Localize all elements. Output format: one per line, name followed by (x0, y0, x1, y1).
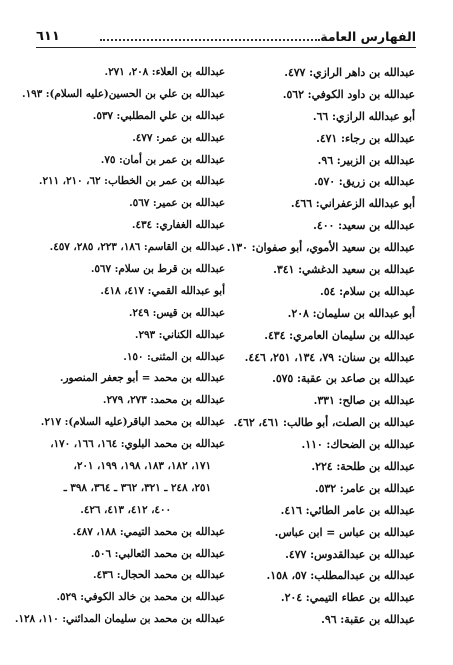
index-entry: عبدالله بن علي المطلبي: ٥٣٧. (92, 109, 225, 122)
index-entry: عبدالله بن سنان: ٧٩، ١٣٤، ٢٥١، ٤٤٦. (244, 350, 415, 364)
index-entry: عبدالله بن صاعد بن عقبة: ٥٧٥. (272, 372, 415, 386)
index-entry: عبدالله بن عطاء التيمي: ٢٠٤. (280, 591, 415, 605)
index-entry: عبدالله بن عباس = ابن عباس. (274, 525, 415, 539)
index-entry: عبدالله بن داهر الرازي: ٤٧٧. (284, 66, 415, 79)
index-entry: عبدالله بن محمد التيمي: ١٨٨، ٤٨٧. (72, 525, 225, 538)
index-entry: عبدالله بن سعيد: ٤٠٠. (313, 219, 415, 233)
index-entry: أبو عبدالله بن سليمان: ٢٠٨. (287, 306, 415, 320)
index-entry: عبدالله بن عمير: ٥٦٧. (129, 197, 225, 210)
index-column-right (195, 62, 415, 631)
index-entry: عبدالله بن عمر: ٤٧٧. (132, 131, 225, 144)
index-entry: عبدالله بن سعيد الأموي، أبو صفوان: ١٣٠. (226, 241, 415, 255)
index-entry: عبدالله بن القاسم: ١٨٦، ٢٢٣، ٢٨٥، ٤٥٧. (49, 241, 225, 254)
index-entry-continuation: ٤٠٠، ٤١٢، ٤١٣، ٤٢٦. (80, 503, 171, 516)
index-entry: عبدالله بن عمر بن أمان: ٧٥. (100, 153, 225, 166)
index-entry: عبدالله بن صالح: ٣٣١. (313, 394, 415, 408)
index-entry: عبدالله بن محمد الثعالبي: ٥٠٦. (90, 547, 225, 560)
index-column-left (14, 62, 225, 631)
index-entry: عبدالله بن عامر: ٥٣٢. (314, 481, 415, 495)
index-entry: عبدالله بن عبدالمطلب: ٥٧، ١٥٨. (266, 569, 415, 583)
index-entry: عبدالله بن علي بن الحسين(عليه السلام): ١٩٣. (21, 87, 225, 100)
index-entry: عبدالله بن سلام: ٥٤. (319, 284, 415, 298)
index-entry: عبدالله بن داود الكوفي: ٥٦٢. (282, 87, 415, 101)
index-entry: عبدالله بن عامر الطائي: ٤١٦. (280, 503, 415, 517)
index-entry: عبدالله بن عقبة: ٩٦. (321, 613, 415, 627)
index-entry: عبدالله بن سليمان العامري: ٤٣٤. (264, 328, 415, 342)
running-header (36, 27, 416, 48)
index-entry: أبو عبدالله الزعفراني: ٤٦٦. (290, 197, 415, 211)
index-entry: عبدالله بن زريق: ٥٧٠. (313, 175, 415, 189)
index-entry: عبدالله الكناني: ٢٩٣. (134, 328, 225, 341)
index-entry-continuation: ١٧١، ١٨٢، ١٨٣، ١٩٨، ١٩٩، ٢٠١، (73, 460, 211, 473)
index-entry: عبدالله بن الزبير: ٩٦. (317, 153, 415, 167)
index-entry: عبدالله بن محمد الباقر(عليه السلام): ٢١٧. (40, 416, 225, 429)
header-title: الفهارس العامة (320, 29, 416, 44)
index-entry: عبدالله بن الضحاك: ١١٠. (301, 438, 415, 452)
index-entry: عبدالله بن عمر بن الخطاب: ٦٢، ٢١٠، ٢١١. (38, 175, 225, 188)
index-entry: أبو عبدالله الرازي: ٦٦. (312, 109, 415, 123)
index-entry: عبدالله بن المثنى: ١٥٠. (123, 350, 225, 363)
index-entry: عبدالله الغفاري: ٤٣٤. (131, 219, 225, 232)
index-entry: أبو عبدالله القمي: ٤١٧، ٤١٨. (100, 284, 225, 297)
index-entry: عبدالله بن عبدالقدوس: ٤٧٧. (285, 547, 415, 561)
index-entry-continuation: ٢٥١، ٢٤٨ ـ ٣٢١، ٣٦٢ ـ ٣٦٤، ٣٩٨ ـ (63, 481, 211, 494)
index-entry: عبدالله بن سعيد الدغشي: ٣٤١. (273, 263, 415, 277)
index-entry: عبدالله بن محمد = أبو جعفر المنصور. (59, 372, 225, 385)
index-entry: عبدالله بن رجاء: ٤٧١. (316, 131, 415, 145)
index-entry: عبدالله بن محمد بن سليمان المدائني: ١١٠، ١٢٨. (14, 613, 225, 626)
header-dot-leader (100, 39, 320, 41)
page-number: ٦١١ (36, 29, 60, 44)
index-entry: عبدالله بن طلحة: ٢٢٤. (311, 460, 415, 474)
index-entry: عبدالله بن محمد الحجال: ٤٣٦. (92, 569, 225, 582)
index-entry: عبدالله بن محمد بن خالد الكوفي: ٥٢٩. (56, 591, 225, 604)
index-entry: عبدالله بن الصلت، أبو طالب: ٤٦١، ٤٦٢. (233, 416, 415, 430)
index-entry: عبدالله بن محمد: ٢٧٣، ٢٧٩. (102, 394, 225, 407)
index-entry: عبدالله بن قيس: ٢٤٩. (128, 306, 225, 319)
index-entry: عبدالله بن محمد البلوي: ١٦٤، ١٦٦، ١٧٠، (50, 438, 225, 451)
index-entry: عبدالله بن العلاء: ٢٠٨، ٢٧١. (104, 66, 225, 78)
index-entry: عبدالله بن قرط بن سلام: ٥٦٧. (90, 263, 225, 276)
